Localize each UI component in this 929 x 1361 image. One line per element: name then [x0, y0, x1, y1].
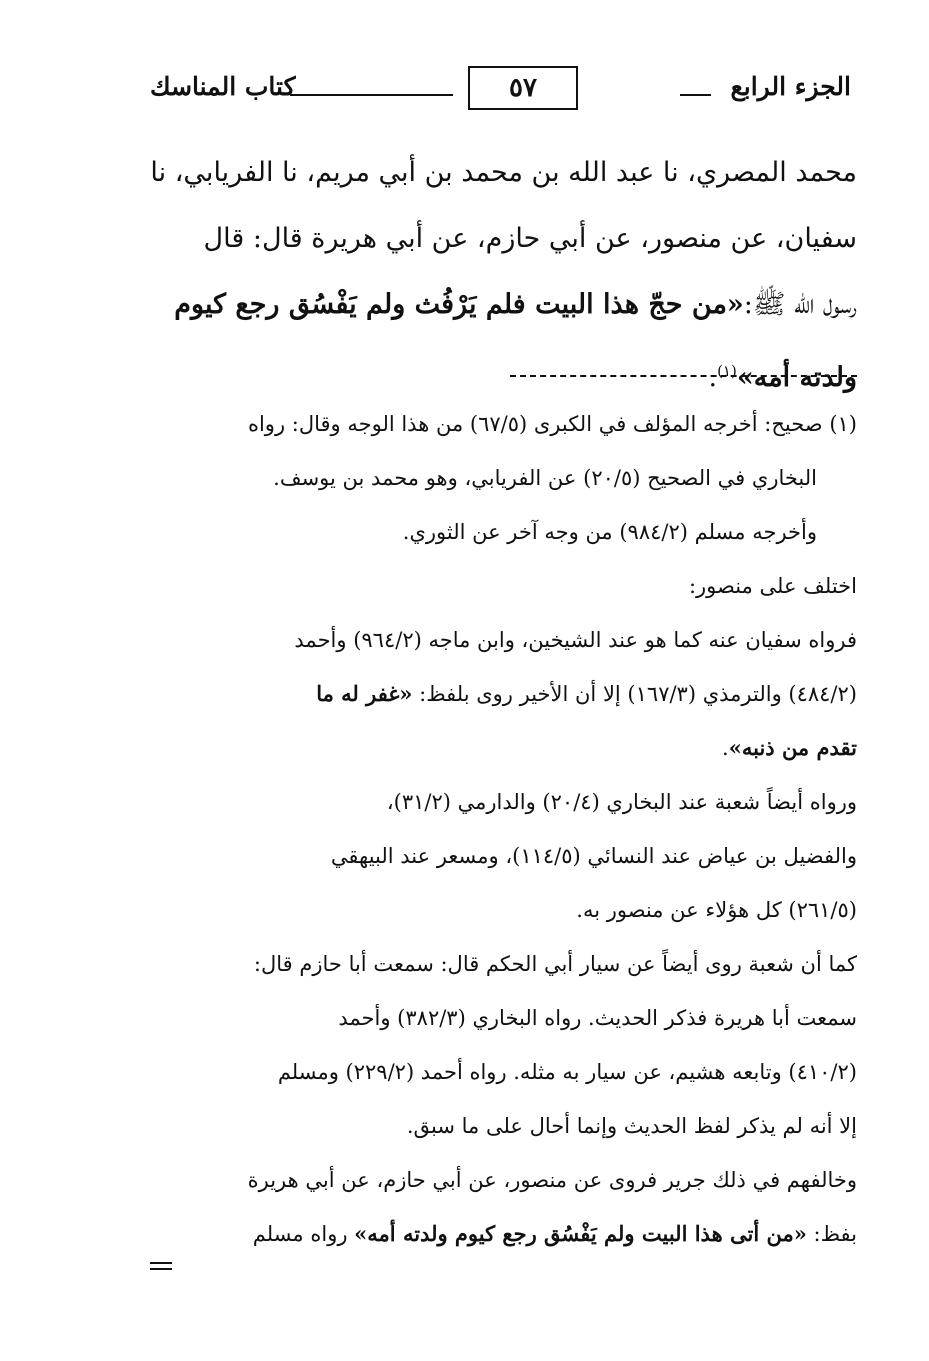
text-fragment: .	[708, 362, 718, 393]
page-number: ٥٧	[468, 66, 578, 110]
text-fragment: رسول الله ﷺ:	[743, 289, 857, 320]
hadith-quote: تقدم من ذنبه»	[728, 735, 857, 760]
part-title: الجزء الرابع	[730, 72, 851, 101]
text-fragment: بفظ:	[813, 1222, 857, 1246]
text-fragment: .	[722, 736, 729, 760]
footnote-line: كما أن شعبة روى أيضاً عن سيار أبي الحكم قال: سمعت أبا حازم قال:	[253, 952, 857, 976]
text-line	[140, 338, 857, 404]
footnote-line: والفضيل بن عياض عند النسائي (١١٤/٥)، ومسعر عند البيهقي	[330, 844, 857, 868]
footnote-ref: (١)	[717, 362, 737, 380]
text-line	[140, 272, 857, 338]
hadith-quote: ولدته أمه»	[736, 362, 857, 393]
hadith-quote: «من أتى هذا البيت ولم يَفْسُق رجع كيوم ولدته أمه»	[354, 1221, 807, 1246]
header-rule-right	[680, 94, 711, 96]
footnote-line	[146, 721, 857, 775]
text-line: سفيان، عن منصور، عن أبي حازم، عن أبي هريرة قال: قال	[203, 223, 857, 254]
text-line: محمد المصري، نا عبد الله بن محمد بن أبي مريم، نا الفريابي، نا	[150, 157, 857, 188]
footnote-line: إلا أنه لم يذكر لفظ الحديث وإنما أحال على ما سبق.	[406, 1114, 857, 1138]
hadith-quote: «غفر له ما	[316, 681, 413, 706]
header-rule-left	[290, 94, 453, 96]
footnote-line: (٤١٠/٢) وتابعه هشيم، عن سيار به مثله. رواه أحمد (٢٢٩/٢) ومسلم	[277, 1060, 857, 1084]
footnote-line: فرواه سفيان عنه كما هو عند الشيخين، وابن ماجه (٩٦٤/٢) وأحمد	[294, 628, 857, 652]
footnote-line: (١) صحيح: أخرجه المؤلف في الكبرى (٦٧/٥) من هذا الوجه وقال: رواه	[247, 412, 857, 436]
footnote-line: (٢٦١/٥) كل هؤلاء عن منصور به.	[576, 898, 857, 922]
hadith-quote: «من حجّ هذا البيت فلم يَرْفُث ولم يَفْسُق رجع كيوم	[174, 289, 744, 320]
footnote-line: ورواه أيضاً شعبة عند البخاري (٢٠/٤) والدارمي (٣١/٢)،	[386, 790, 857, 814]
text-fragment: (٤٨٤/٢) والترمذي (١٦٧/٣) إلا أن الأخير روى بلفظ:	[419, 682, 857, 706]
footnotes	[146, 397, 857, 1261]
footnote-line: سمعت أبا هريرة فذكر الحديث. رواه البخاري (٣٨٢/٣) وأحمد	[338, 1006, 857, 1030]
text-fragment: رواه مسلم	[252, 1222, 348, 1246]
footnote-separator	[510, 375, 857, 377]
page-header	[150, 66, 851, 116]
footnote-line	[146, 1207, 857, 1261]
footnote-line: وخالفهم في ذلك جرير فروى عن منصور، عن أبي حازم، عن أبي هريرة	[247, 1168, 857, 1192]
continuation-mark	[150, 1262, 172, 1274]
footnote-line: البخاري في الصحيح (٢٠/٥) عن الفريابي، وهو محمد بن يوسف.	[273, 466, 817, 490]
footnote-line: وأخرجه مسلم (٩٨٤/٢) من وجه آخر عن الثوري.	[402, 520, 817, 544]
footnote-line	[146, 667, 857, 721]
main-text	[140, 140, 857, 404]
footnote-line: اختلف على منصور:	[688, 574, 857, 598]
book-title: كتاب المناسك	[150, 72, 296, 101]
